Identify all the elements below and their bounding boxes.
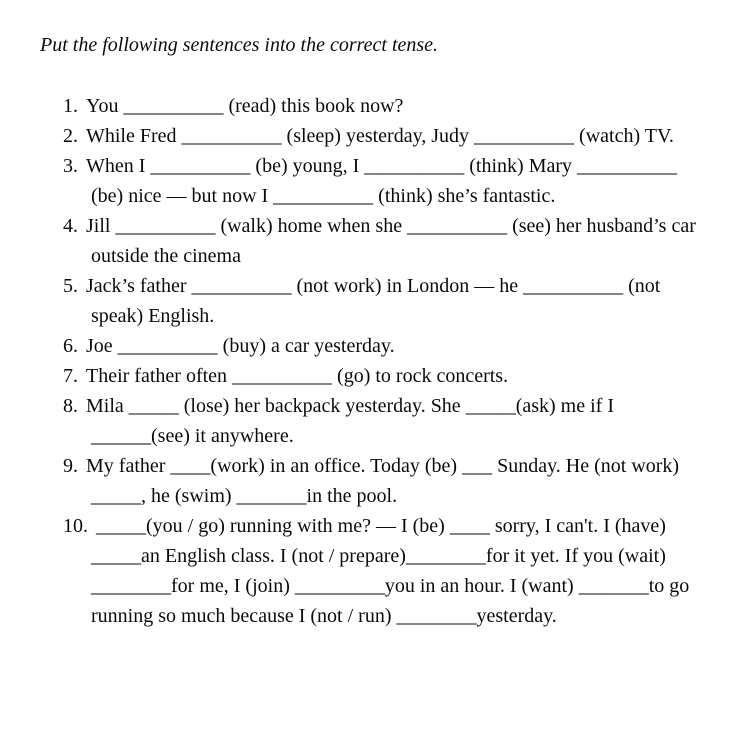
item-text: Jack’s father __________ (not work) in London — he __________ (not speak) English. (86, 275, 661, 327)
exercise-item (63, 451, 696, 511)
item-number: 5. (63, 275, 78, 297)
item-text: When I __________ (be) young, I __________ (think) Mary __________ (be) nice — but now I __________ (think) she’s fantastic. (86, 155, 678, 207)
instruction-title: Put the following sentences into the correct tense. (40, 34, 439, 56)
exercise-item (63, 271, 696, 331)
item-text: _____(you / go) running with me? — I (be) ____ sorry, I can't. I (have) _____an English class. I (not / prepare)________for it yet. If you (wait) ________for me, I (join) _________you in an hour. I (want) _______to go running so much because I (not / run) ________yesterday. (91, 515, 690, 627)
item-text: Joe __________ (buy) a car yesterday. (86, 335, 395, 357)
item-number: 3. (63, 155, 78, 177)
item-number: 7. (63, 365, 78, 387)
item-number: 9. (63, 455, 78, 477)
item-number: 2. (63, 125, 78, 147)
item-text: Jill __________ (walk) home when she __________ (see) her husband’s car outside the cinema (86, 215, 696, 267)
exercise-item (63, 361, 696, 391)
exercise-item (63, 511, 696, 631)
exercise-item (63, 151, 696, 211)
item-number: 4. (63, 215, 78, 237)
item-number: 10. (63, 515, 88, 537)
exercise-item (63, 211, 696, 271)
exercise-item (63, 391, 696, 451)
item-number: 6. (63, 335, 78, 357)
item-number: 1. (63, 95, 78, 117)
exercise-item (63, 91, 696, 121)
item-number: 8. (63, 395, 78, 417)
item-text: Their father often __________ (go) to rock concerts. (86, 365, 509, 387)
exercise-item (63, 331, 696, 361)
exercise-item (63, 121, 696, 151)
item-text: You __________ (read) this book now? (86, 95, 404, 117)
item-text: While Fred __________ (sleep) yesterday, Judy __________ (watch) TV. (86, 125, 674, 147)
item-text: Mila _____ (lose) her backpack yesterday. She _____(ask) me if I ______(see) it anywhere. (86, 395, 614, 447)
item-text: My father ____(work) in an office. Today (be) ___ Sunday. He (not work) _____, he (swim) _______in the pool. (86, 455, 680, 507)
exercise-list (40, 91, 696, 631)
